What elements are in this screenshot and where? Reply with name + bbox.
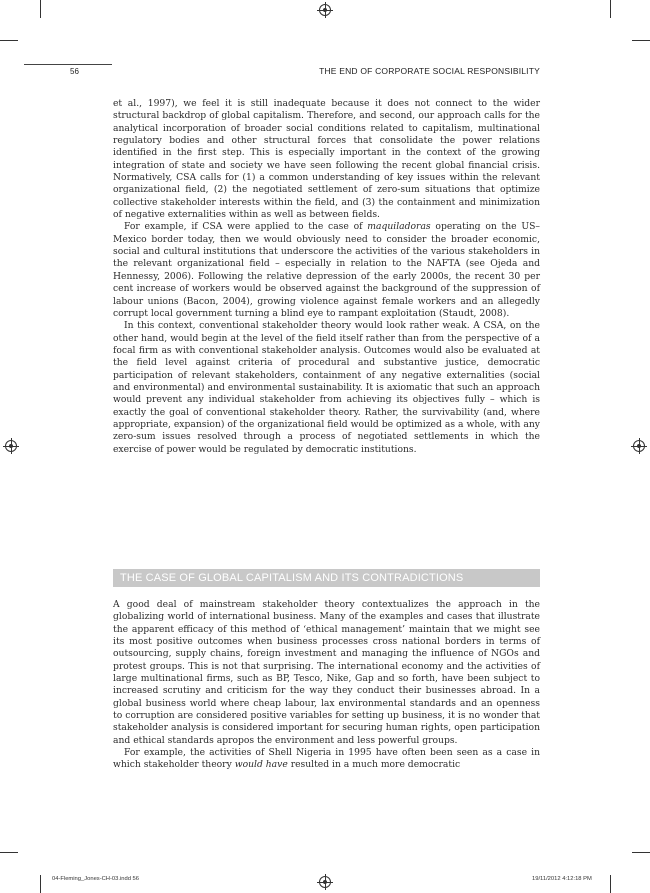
crop-mark [610,875,611,893]
paragraph: A good deal of mainstream stakeholder theory contextualizes the approach in the globalizing world of international business. Many of the examples and cases that illustrate the apparent efficacy of this method of ‘ethical management’ maintain that we might see its most positive outcomes when business processes cross national borders in terms of outsourcing, supply chains, foreign investment and managing the influence of NGOs and protest groups. This is not that surprising. The international economy and the activities of large multinational firms, such as BP, Tesco, Nike, Gap and so forth, have been subject to increased scrutiny and criticism for the way they conduct their businesses abroad. In a global business world where cheap labour, lax environmental standards and an openness to corruption are considered positive variables for setting up business, it is no wonder that stakeholder analysis is considered important for securing human rights, open participation and ethical standards apropos the environment and less powerful groups. [113,599,540,746]
paragraph: For example, the activities of Shell Nigeria in 1995 have often been seen as a case in which stakeholder theory would have resulted in a much more democratic [113,747,540,771]
paragraph: In this context, conventional stakeholder theory would look rather weak. A CSA, on the other hand, would begin at the level of the field itself rather than from the perspective of a focal firm as with conventional stakeholder analysis. Outcomes would also be evaluated at the field level against criteria of procedural and substantive justice, democratic participation of relevant stakeholders, containment of any negative externalities (social and environmental) and environmental sustainability. It is axiomatic that such an approach would prevent any individual stakeholder from achieving its objectives fully – which is exactly the goal of conventional stakeholder theory. Rather, the survivability (and, where appropriate, expansion) of the organizational field would be optimized as a whole, with any zero-sum issues resolved through a process of negotiated settlements in which the exercise of power would be regulated by democratic institutions. [113,320,540,455]
page-number: 56 [70,67,79,76]
emphasis: maquiladoras [367,221,431,233]
running-head: THE END OF CORPORATE SOCIAL RESPONSIBILITY [319,66,540,76]
paragraph: For example, if CSA were applied to the case of maquiladoras operating on the US–Mexico border today, then we would obviously need to consider the broader economic, social and cultural institutions that underscore the activities of the various stakeholders in the relevant organizational field – especially in relation to the NAFTA (see Ojeda and Hennessy, 2006). Following the relative depression of the early 2000s, the recent 30 per cent increase of workers would be observed against the background of the suppression of labour unions (Bacon, 2004), growing violence against female workers and an allegedly corrupt local government turning a blind eye to rampant exploitation (Staudt, 2008). [113,221,540,319]
registration-mark-icon [319,4,331,16]
crop-mark [610,0,611,18]
section-heading: THE CASE OF GLOBAL CAPITALISM AND ITS CONTRADICTIONS [113,569,540,587]
crop-mark [0,40,18,41]
footer-file: 04-Fleming_Jones-CH-03.indd 56 [52,876,139,882]
crop-mark [632,40,650,41]
header-rule [24,64,112,65]
crop-mark [40,875,41,893]
body-text-top [113,98,540,456]
crop-mark [632,852,650,853]
crop-mark [40,0,41,18]
emphasis: would have [234,759,288,771]
crop-mark [0,852,18,853]
registration-mark-icon [5,440,17,452]
registration-mark-icon [319,876,331,888]
paragraph: et al., 1997), we feel it is still inadequate because it does not connect to the wider structural backdrop of global capitalism. Therefore, and second, our approach calls for the analytical incorporation of broader social conditions related to capitalism, multinational regulatory bodies and other structural forces that consolidate the power relations identified in the first step. This is especially important in the context of the growing integration of state and society we have seen following the recent global financial crisis. Normatively, CSA calls for (1) a common understanding of key issues within the relevant organizational field, (2) the negotiated settlement of zero-sum situations that optimize collective stakeholder interests within the field, and (3) the containment and minimization of negative externalities within as well as between fields. [113,98,540,221]
body-text-bottom [113,599,540,772]
footer-date: 19/11/2012 4:12:18 PM [532,876,592,882]
registration-mark-icon [633,440,645,452]
